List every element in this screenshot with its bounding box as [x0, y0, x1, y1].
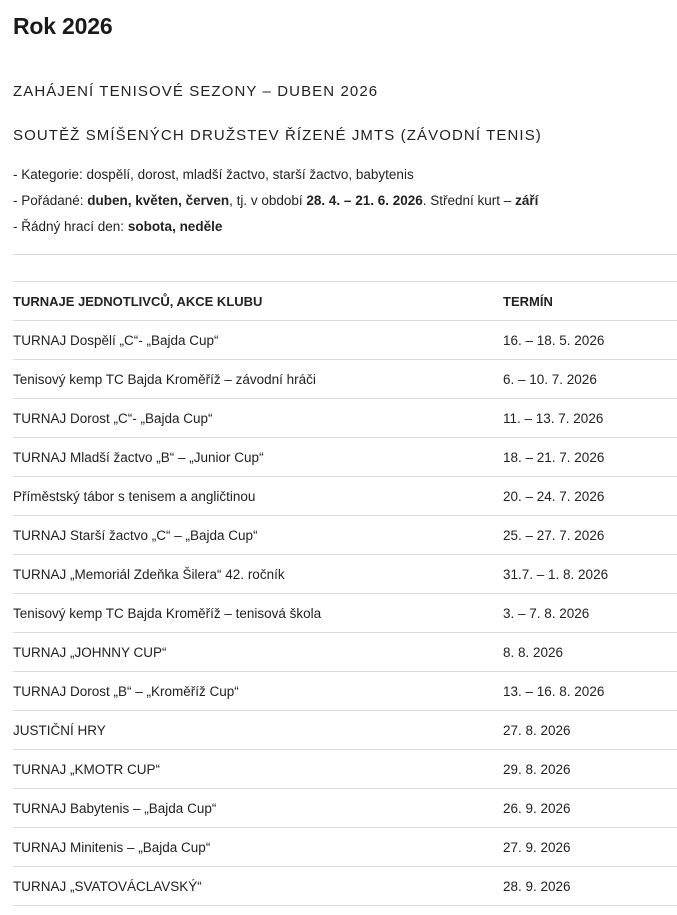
table-header-row: [13, 282, 677, 321]
table-row: [13, 633, 677, 672]
event-name: TURNAJ „JOHNNY CUP“: [13, 644, 167, 660]
info-categories: - Kategorie: dospělí, dorost, mladší žactvo, starší žactvo, babytenis: [13, 167, 414, 182]
table-row: [13, 438, 677, 477]
event-date: 16. – 18. 5. 2026: [503, 332, 605, 348]
event-name: TURNAJ „Memoriál Zdeňka Šilera“ 42. ročník: [13, 566, 285, 582]
info-organized: [13, 188, 538, 214]
event-name: TURNAJ Mladší žactvo „B“ – „Junior Cup“: [13, 449, 264, 465]
table-row: [13, 867, 677, 906]
competition-heading: SOUTĚŽ SMÍŠENÝCH DRUŽSTEV ŘÍZENÉ JMTS (ZÁVODNÍ TENIS): [13, 127, 542, 144]
event-date: 6. – 10. 7. 2026: [503, 371, 597, 387]
table-row: [13, 516, 677, 555]
event-name: JUSTIČNÍ HRY: [13, 722, 106, 738]
event-date: 27. 9. 2026: [503, 839, 571, 855]
section-divider: [13, 254, 677, 255]
event-name: Tenisový kemp TC Bajda Kroměříž – tenisová škola: [13, 605, 322, 621]
event-name: Příměstský tábor s tenisem a angličtinou: [13, 488, 256, 504]
event-date: 25. – 27. 7. 2026: [503, 527, 605, 543]
events-table: [13, 281, 677, 906]
info-organized-period: 28. 4. – 21. 6. 2026: [306, 193, 423, 208]
header-date: TERMÍN: [503, 293, 553, 309]
table-row: [13, 828, 677, 867]
table-row: [13, 477, 677, 516]
event-date: 27. 8. 2026: [503, 722, 571, 738]
event-date: 11. – 13. 7. 2026: [503, 410, 604, 426]
table-row: [13, 594, 677, 633]
info-match-days-prefix: - Řádný hrací den:: [13, 219, 128, 234]
info-organized-prefix: - Pořádané:: [13, 193, 88, 208]
info-match-days-value: sobota, neděle: [127, 219, 223, 234]
event-date: 31.7. – 1. 8. 2026: [503, 566, 609, 582]
event-name: TURNAJ Babytenis – „Bajda Cup“: [13, 800, 217, 816]
table-row: [13, 399, 677, 438]
event-name: TURNAJ Dorost „C“- „Bajda Cup“: [13, 410, 213, 426]
event-name: TURNAJ Starší žactvo „C“ – „Bajda Cup“: [13, 527, 258, 543]
event-name: TURNAJ „SVATOVÁCLAVSKÝ“: [13, 878, 202, 894]
event-name: Tenisový kemp TC Bajda Kroměříž – závodní hráči: [13, 371, 316, 387]
event-name: TURNAJ Dorost „B“ – „Kroměříž Cup“: [13, 683, 239, 699]
event-date: 20. – 24. 7. 2026: [503, 488, 605, 504]
info-match-days: [13, 214, 538, 240]
event-date: 18. – 21. 7. 2026: [503, 449, 605, 465]
event-date: 8. 8. 2026: [503, 644, 564, 660]
info-organized-mid: , tj. v období: [229, 193, 307, 208]
event-name: TURNAJ Minitenis – „Bajda Cup“: [13, 839, 211, 855]
page-title: Rok 2026: [13, 13, 113, 39]
event-name: TURNAJ Dospělí „C“- „Bajda Cup“: [13, 332, 219, 348]
table-row: [13, 750, 677, 789]
info-organized-after: . Střední kurt –: [422, 193, 516, 208]
info-organized-months: duben, květen, červen: [87, 193, 230, 208]
event-name: TURNAJ „KMOTR CUP“: [13, 761, 160, 777]
header-events: TURNAJE JEDNOTLIVCŮ, AKCE KLUBU: [13, 293, 263, 309]
table-row: [13, 789, 677, 828]
info-organized-sep: září: [515, 193, 539, 208]
table-row: [13, 360, 677, 399]
competition-info: [13, 162, 538, 240]
table-row: [13, 711, 677, 750]
event-date: 29. 8. 2026: [503, 761, 571, 777]
event-date: 13. – 16. 8. 2026: [503, 683, 605, 699]
event-date: 28. 9. 2026: [503, 878, 571, 894]
table-row: [13, 555, 677, 594]
season-heading: ZAHÁJENÍ TENISOVÉ SEZONY – DUBEN 2026: [13, 83, 379, 100]
table-row: [13, 672, 677, 711]
event-date: 26. 9. 2026: [503, 800, 571, 816]
table-row: [13, 321, 677, 360]
event-date: 3. – 7. 8. 2026: [503, 605, 590, 621]
